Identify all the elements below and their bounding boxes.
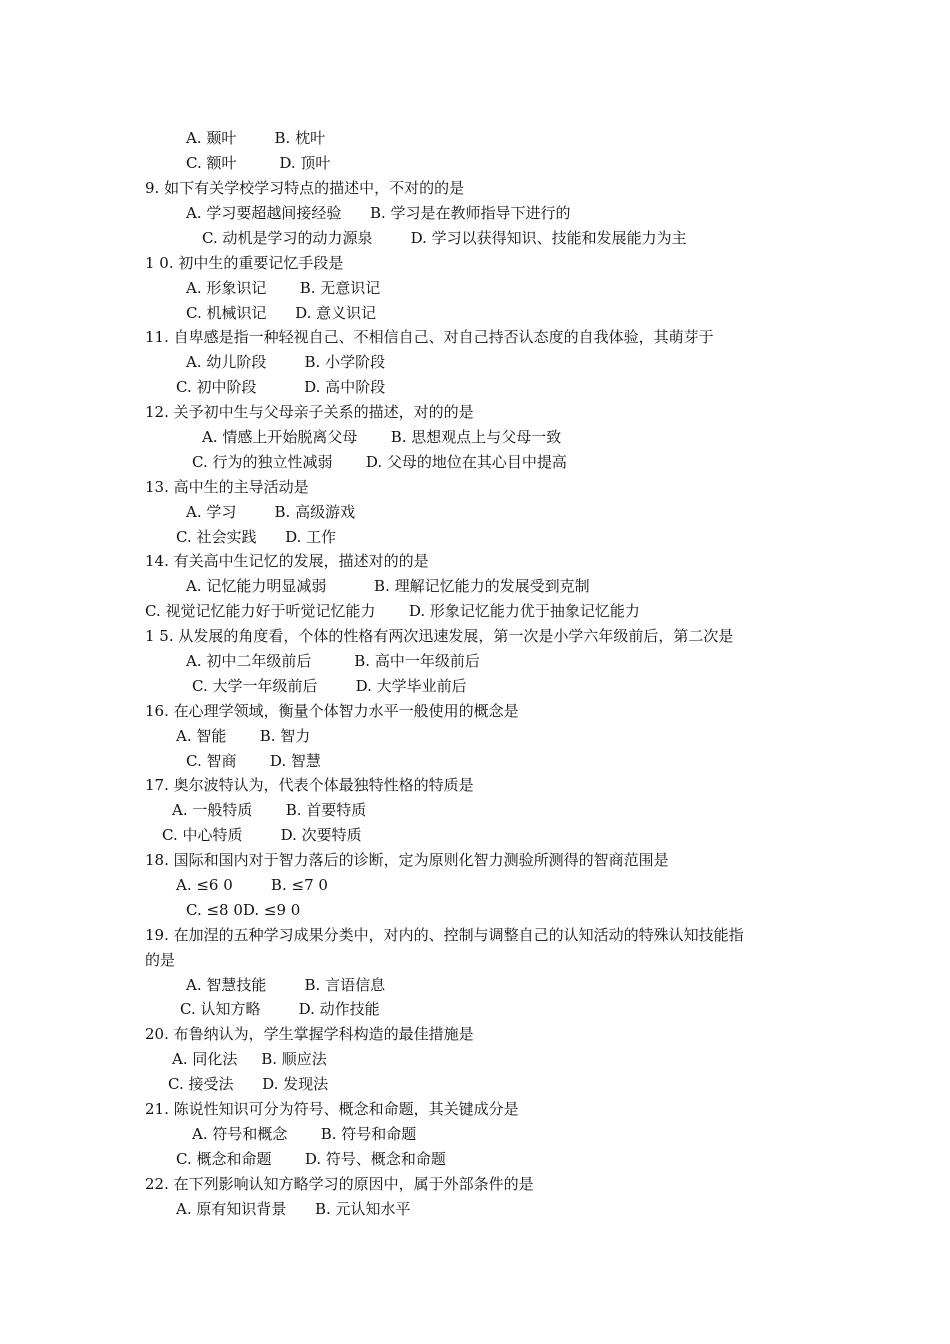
- option-line: A. 智慧技能 B. 言语信息: [186, 976, 386, 994]
- option-line: C. 初中阶段 D. 高中阶段: [176, 378, 386, 396]
- option-line: A. 符号和概念 B. 符号和命题: [192, 1125, 417, 1143]
- option-line: C. 接受法 D. 发现法: [168, 1075, 329, 1093]
- question-line: 19. 在加涅的五种学习成果分类中，对内的、控制与调整自己的认知活动的特殊认知技能指: [145, 926, 744, 944]
- option-line: C. 视觉记忆能力好于听觉记忆能力 D. 形象记忆能力优于抽象记忆能力: [145, 602, 640, 620]
- question-line: 14. 有关高中生记忆的发展，描述对的的是: [145, 552, 429, 570]
- option-line: C. 机械识记 D. 意义识记: [186, 304, 377, 322]
- option-line: C. 行为的独立性减弱 D. 父母的地位在其心目中提高: [192, 453, 567, 471]
- option-line: A. 初中二年级前后 B. 高中一年级前后: [186, 652, 480, 670]
- option-line: C. 中心特质 D. 次要特质: [162, 826, 362, 844]
- option-line: A. 记忆能力明显减弱 B. 理解记忆能力的发展受到克制: [186, 577, 590, 595]
- option-line: A. 智能 B. 智力: [176, 727, 311, 745]
- question-line: 20. 布鲁纳认为，学生掌握学科构造的最佳措施是: [145, 1025, 474, 1043]
- question-line: 18. 国际和国内对于智力落后的诊断，定为原则化智力测验所测得的智商范围是: [145, 851, 669, 869]
- option-line: A. 颞叶 B. 枕叶: [186, 129, 326, 147]
- question-line: 12. 关予初中生与父母亲子关系的描述，对的的是: [145, 403, 474, 421]
- option-line: A. 学习要超越间接经验 B. 学习是在教师指导下进行的: [186, 204, 571, 222]
- option-line: A. 情感上开始脱离父母 B. 思想观点上与父母一致: [202, 428, 562, 446]
- option-line: C. 动机是学习的动力源泉 D. 学习以获得知识、技能和发展能力为主: [202, 229, 687, 247]
- option-line: C. 概念和命题 D. 符号、概念和命题: [176, 1150, 446, 1168]
- question-line: 11. 自卑感是指一种轻视自己、不相信自己、对自己持否认态度的自我体验，其萌芽于: [145, 328, 714, 346]
- option-line: A. 形象识记 B. 无意识记: [186, 279, 381, 297]
- question-line: 22. 在下列影响认知方略学习的原因中，属于外部条件的是: [145, 1175, 534, 1193]
- option-line: A. ≤6 0 B. ≤7 0: [176, 876, 328, 894]
- question-line: 1 0. 初中生的重要记忆手段是: [145, 254, 344, 272]
- question-line: 9. 如下有关学校学习特点的描述中，不对的的是: [145, 179, 465, 197]
- option-line: C. 额叶 D. 顶叶: [186, 154, 331, 172]
- question-line: 1 5. 从发展的角度看，个体的性格有两次迅速发展，第一次是小学六年级前后，第二次是: [145, 627, 734, 645]
- option-line: C. 智商 D. 智慧: [186, 752, 321, 770]
- question-line: 21. 陈说性知识可分为符号、概念和命题，其关键成分是: [145, 1100, 519, 1118]
- question-line: 13. 高中生的主导活动是: [145, 478, 309, 496]
- option-line: C. 社会实践 D. 工作: [176, 528, 337, 546]
- option-line: C. ≤8 0D. ≤9 0: [186, 901, 301, 919]
- option-line: C. 认知方略 D. 动作技能: [180, 1000, 380, 1018]
- option-line: C. 大学一年级前后 D. 大学毕业前后: [192, 677, 467, 695]
- option-line: A. 幼儿阶段 B. 小学阶段: [186, 353, 386, 371]
- question-line: 的是: [145, 951, 176, 969]
- question-line: 17. 奥尔波特认为，代表个体最独特性格的特质是: [145, 776, 474, 794]
- option-line: A. 一般特质 B. 首要特质: [172, 801, 367, 819]
- option-line: A. 原有知识背景 B. 元认知水平: [176, 1200, 411, 1218]
- question-line: 16. 在心理学领域，衡量个体智力水平一般使用的概念是: [145, 702, 519, 720]
- option-line: A. 同化法 B. 顺应法: [172, 1050, 327, 1068]
- option-line: A. 学习 B. 高级游戏: [186, 503, 356, 521]
